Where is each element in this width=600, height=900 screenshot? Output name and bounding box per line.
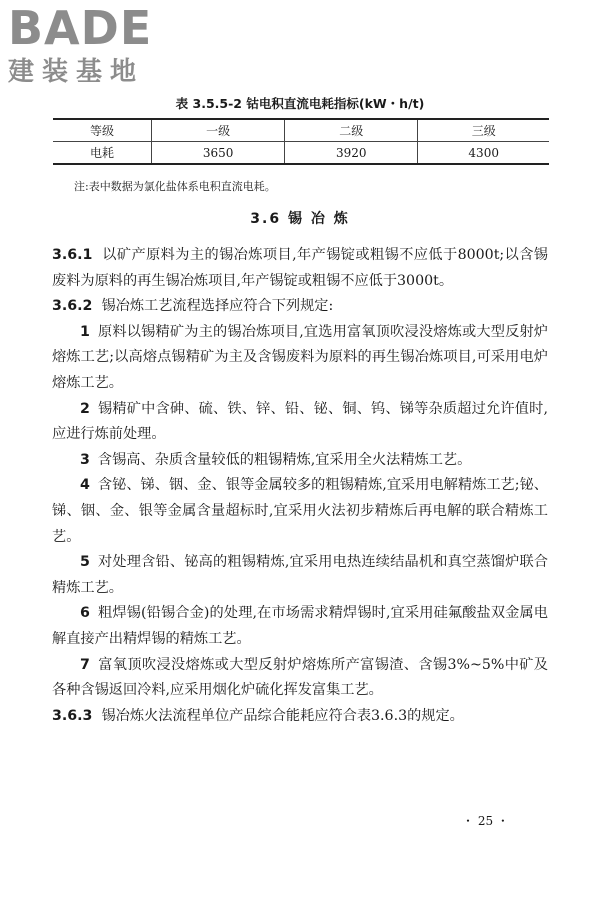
list-item [52,653,548,704]
clause-3-6-2 [52,294,548,320]
body-content [52,243,548,729]
table-header-cell: 一级 [152,119,285,142]
logo-chinese: 建装基地 [8,57,145,87]
clause-number: 3.6.2 [52,298,93,315]
section-title: 3.6 锡 冶 炼 [250,211,350,227]
table-cell: 4300 [418,142,549,165]
item-text: 含锡高、杂质含量较低的粗锡精炼,宜采用全火法精炼工艺。 [97,451,472,468]
item-number: 3 [80,451,90,468]
item-number: 5 [80,554,90,571]
list-item [52,601,548,652]
table-header-row [53,119,549,142]
list-item [52,550,548,601]
list-item [52,320,548,397]
list-item [52,448,548,474]
logo [8,1,178,90]
logo-wordmark: BADE [8,1,153,55]
clause-text: 以矿产原料为主的锡冶炼项目,年产锡锭或粗锡不应低于8000t;以含锡废料为原料的再生锡冶炼项目,年产锡锭或粗锡不应低于3000t。 [52,247,548,289]
energy-table [53,118,549,165]
table-cell: 3920 [285,142,418,165]
list-item [52,397,548,448]
clause-number: 3.6.1 [52,247,93,263]
item-text: 含铋、锑、铟、金、银等金属较多的粗锡精炼,宜采用电解精炼工艺;铋、锑、铟、金、银等金属含量超标时,宜采用火法初步精炼后再电解的联合精炼工艺。 [52,477,548,545]
table-caption: 表 3.5.5-2 钴电积直流电耗指标(kW・h/t) [175,96,425,111]
list-item [52,473,548,550]
item-text: 粗焊锡(铅锡合金)的处理,在市场需求精焊锡时,宜采用硅氟酸盐双金属电解直接产出精焊锡的精炼工艺。 [52,605,548,647]
table-cell: 电耗 [53,142,152,165]
table-header-cell: 二级 [285,119,418,142]
clause-text: 锡冶炼火法流程单位产品综合能耗应符合表3.6.3的规定。 [101,707,464,724]
item-text: 富氧顶吹浸没熔炼或大型反射炉熔炼所产富锡渣、含锡3%~5%中矿及各种含锡返回冷料,应采用烟化炉硫化挥发富集工艺。 [52,656,548,699]
item-number: 1 [80,323,90,340]
page-number: ・ 25 ・ [462,814,509,828]
item-number: 6 [80,605,90,622]
table-row [53,142,549,165]
item-number: 4 [80,477,90,494]
item-text: 对处理含铅、铋高的粗锡精炼,宜采用电热连续结晶机和真空蒸馏炉联合精炼工艺。 [52,554,548,596]
item-text: 锡精矿中含砷、硫、铁、锌、铅、铋、铜、钨、锑等杂质超过允许值时,应进行炼前处理。 [52,400,548,443]
item-text: 原料以锡精矿为主的锡冶炼项目,宜选用富氧顶吹浸没熔炼或大型反射炉熔炼工艺;以高熔点锡精矿为主及含锡废料为原料的再生锡冶炼项目,可采用电炉熔炼工艺。 [52,323,548,391]
clause-3-6-1 [52,243,548,294]
table-note: 注:表中数据为氯化盐体系电积直流电耗。 [74,180,276,193]
item-number: 2 [80,400,90,417]
item-number: 7 [80,656,90,673]
clause-number: 3.6.3 [52,707,93,724]
clause-text: 锡冶炼工艺流程选择应符合下列规定: [101,298,334,315]
clause-3-6-3 [52,704,548,730]
table-header-cell: 等级 [53,119,152,142]
table-header-cell: 三级 [418,119,549,142]
table-cell: 3650 [152,142,285,165]
